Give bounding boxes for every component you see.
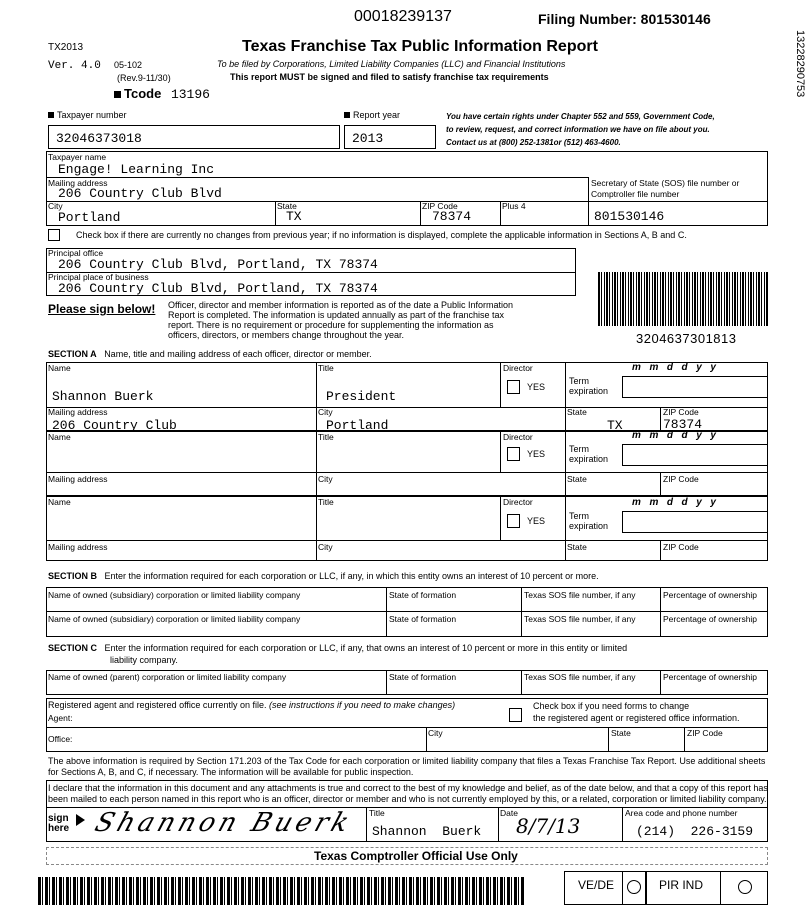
officer-city-label: City: [318, 407, 333, 417]
officer-state-label: State: [567, 474, 587, 484]
sos-label-2: Comptroller file number: [591, 189, 680, 199]
report-year: 2013: [352, 131, 384, 146]
section-c-text-2: liability company.: [110, 655, 178, 665]
officer-zip-label: ZIP Code: [663, 407, 699, 417]
vede-label: VE/DE: [578, 878, 615, 892]
officer-mailing-label: Mailing address: [48, 407, 108, 417]
section-b-col3: Texas SOS file number, if any: [524, 614, 636, 624]
sign-title: Shannon Buerk: [372, 824, 482, 839]
officer-name: Shannon Buerk: [52, 389, 154, 404]
officer-city-label: City: [318, 474, 333, 484]
section-b-col2: State of formation: [389, 614, 457, 624]
taxpayer-number-label: Taxpayer number: [48, 110, 127, 120]
term-date-format: m m d d y y: [632, 362, 717, 373]
change-agent-text-1: Check box if you need forms to change: [533, 701, 690, 711]
officer-name-label: Name: [48, 363, 71, 373]
section-b-col4: Percentage of ownership: [663, 590, 758, 600]
sos-label-1: Secretary of State (SOS) file number or: [591, 178, 740, 188]
taxpayer-number: 32046373018: [56, 131, 142, 146]
side-number: 13228290753: [794, 30, 806, 98]
officer-state-label: State: [567, 542, 587, 552]
principal-office: 206 Country Club Blvd, Portland, TX 78374: [58, 257, 378, 272]
zip: 78374: [432, 209, 472, 224]
tcode: Tcode 13196: [114, 86, 210, 101]
pir-ind-label: PIR IND: [659, 878, 704, 892]
form-subtitle: To be filed by Corporations, Limited Liability Companies (LLC) and Financial Institutions: [217, 59, 566, 69]
section-b-header: SECTION B Enter the information required for each corporation or LLC, if any, in which this entity owns an interest of 10 percent or more.: [48, 571, 599, 581]
city-label: City: [48, 201, 63, 211]
officer-director-label: Director: [503, 363, 533, 373]
form-rev: (Rev.9-11/30): [117, 73, 171, 83]
arrow-right-icon: [76, 814, 85, 826]
state-label: State: [277, 201, 297, 211]
form-title: Texas Franchise Tax Public Information Report: [242, 38, 598, 55]
sign-notice-1: Officer, director and member information is reported as of the date a Public Information: [168, 300, 514, 310]
required-text-1: The above information is required by Section 171.203 of the Tax Code for each corporation or limited liability company that files a Texas Franchise Tax Report. Use additional sheets: [48, 756, 766, 766]
document-number: 00018239137: [354, 8, 452, 25]
state: TX: [286, 209, 302, 224]
officer-state: TX: [607, 418, 623, 433]
term-expiration-field[interactable]: [622, 444, 768, 466]
term-label: Term expiration: [569, 376, 609, 396]
declaration-2: been mailed to each person named in this report who is an officer, director or member and who is not currently employed by this, or a related, corporation or limited liability company.: [48, 794, 767, 804]
section-b-col2: State of formation: [389, 590, 457, 600]
sign-notice-3: report. There is no requirement or procedure for supplementing the information as: [168, 320, 494, 330]
bottom-barcode: [38, 877, 524, 905]
no-change-text: Check box if there are currently no changes from previous year; if no information is displayed, complete the applicable information in Sections A, B and C.: [76, 230, 687, 240]
officer-city: Portland: [326, 418, 389, 433]
please-sign-label: Please sign below!: [48, 302, 156, 316]
officer-city-label: City: [318, 542, 333, 552]
required-text-2: for Sections A, B, and C, if necessary. The information will be available for public inspection.: [48, 767, 414, 777]
mailing-address: 206 Country Club Blvd: [58, 186, 222, 201]
director-yes-label: YES: [527, 516, 546, 526]
director-yes-label: YES: [527, 449, 546, 459]
change-agent-text-2: the registered agent or registered office information.: [533, 713, 740, 723]
no-change-checkbox[interactable]: [48, 229, 60, 241]
phone-number: (214) 226-3159: [636, 824, 754, 839]
filing-number-label: Filing Number: 801530146: [538, 11, 711, 27]
filing-number: 801530146: [640, 11, 711, 27]
officer-name-label: Name: [48, 497, 71, 507]
director-yes-checkbox[interactable]: [507, 380, 520, 394]
director-yes-checkbox[interactable]: [507, 514, 520, 528]
rights-notice-3: Contact us at (800) 252-1381or (512) 463-4600.: [446, 138, 621, 147]
section-b-col1: Name of owned (subsidiary) corporation or limited liability company: [48, 590, 301, 600]
officer-mailing: 206 Country Club: [52, 418, 177, 433]
term-label: Term expiration: [569, 511, 609, 531]
officer-title-label: Title: [318, 363, 334, 373]
form-version: Ver. 4.0: [48, 60, 101, 72]
mailing-address-label: Mailing address: [48, 178, 108, 188]
sign-date-label: Date: [500, 808, 518, 818]
zip-label: ZIP Code: [422, 201, 458, 211]
sign-notice-2: Report is completed. The information is updated annually as part of the franchise tax: [168, 310, 505, 320]
section-c-col2: State of formation: [389, 672, 457, 682]
agent-city-label: City: [428, 728, 443, 738]
officer-state-label: State: [567, 407, 587, 417]
section-b-col4: Percentage of ownership: [663, 614, 758, 624]
term-expiration-field[interactable]: [622, 376, 768, 398]
director-yes-label: YES: [527, 382, 546, 392]
taxpayer-name-label: Taxpayer name: [48, 152, 107, 162]
officer-title-label: Title: [318, 497, 334, 507]
section-c-header: SECTION C Enter the information required for each corporation or LLC, if any, that owns an interest of 10 percent or more in this entity or limited: [48, 643, 628, 653]
must-sign-notice: This report MUST be signed and filed to satisfy franchise tax requirements: [230, 72, 549, 82]
section-c-col1: Name of owned (parent) corporation or limited liability company: [48, 672, 287, 682]
agent-state-label: State: [611, 728, 631, 738]
sos-number: 801530146: [594, 209, 665, 224]
vede-circle-icon[interactable]: [627, 880, 641, 894]
sign-title-label: Title: [369, 808, 385, 818]
pir-circle-icon[interactable]: [738, 880, 752, 894]
section-c-col3: Texas SOS file number, if any: [524, 672, 636, 682]
official-use-label: Texas Comptroller Official Use Only: [314, 849, 518, 863]
principal-place-label: Principal place of business: [48, 272, 149, 282]
officer-zip: 78374: [663, 417, 703, 432]
officer-mailing-label: Mailing address: [48, 474, 108, 484]
agent-zip-label: ZIP Code: [687, 728, 723, 738]
director-yes-checkbox[interactable]: [507, 447, 520, 461]
office-label: Office:: [48, 734, 73, 744]
officer-zip-label: ZIP Code: [663, 474, 699, 484]
term-date-format: m m d d y y: [632, 430, 717, 441]
officer-zip-label: ZIP Code: [663, 542, 699, 552]
section-c-col4: Percentage of ownership: [663, 672, 758, 682]
officer-name-label: Name: [48, 432, 71, 442]
term-date-format: m m d d y y: [632, 497, 717, 508]
form-id: TX2013: [48, 42, 84, 53]
section-a-header: SECTION A Name, title and mailing address of each officer, director or member.: [48, 349, 372, 359]
change-agent-checkbox[interactable]: [509, 708, 522, 722]
officer-title: President: [326, 389, 397, 404]
city: Portland: [58, 210, 121, 225]
taxpayer-name: Engage! Learning Inc: [58, 162, 215, 177]
officer-director-label: Director: [503, 432, 533, 442]
officer-mailing-label: Mailing address: [48, 542, 108, 552]
officer-title-label: Title: [318, 432, 334, 442]
barcode-number: 3204637301813: [636, 331, 737, 346]
principal-place: 206 Country Club Blvd, Portland, TX 78374: [58, 281, 378, 296]
form-code: 05-102: [114, 60, 143, 70]
officer-director-label: Director: [503, 497, 533, 507]
registered-agent-label: Registered agent and registered office currently on file. (see instructions if you need to make changes): [48, 700, 456, 710]
phone-label: Area code and phone number: [625, 808, 738, 818]
sign-notice-4: officers, directors, or members change throughout the year.: [168, 330, 404, 340]
sign-here-label: sign here: [48, 813, 70, 834]
section-b-col3: Texas SOS file number, if any: [524, 590, 636, 600]
rights-notice-1: You have certain rights under Chapter 552 and 559, Government Code,: [446, 112, 715, 121]
plus4-label: Plus 4: [502, 201, 526, 211]
term-expiration-field[interactable]: [622, 511, 768, 533]
sign-date[interactable]: 8/7/13: [516, 814, 581, 838]
declaration-1: I declare that the information in this document and any attachments is true and correct to the best of my knowledge and belief, as of the date below, and that a copy of this report has: [48, 783, 768, 793]
agent-label: Agent:: [48, 713, 73, 723]
principal-office-label: Principal office: [48, 248, 104, 258]
section-b-col1: Name of owned (subsidiary) corporation or limited liability company: [48, 614, 301, 624]
signature[interactable]: Shannon Buerk: [91, 808, 357, 838]
taxpayer-barcode: [598, 272, 768, 326]
report-year-label: Report year: [344, 110, 400, 120]
rights-notice-2: to review, request, and correct information we have on file about you.: [446, 125, 710, 134]
term-label: Term expiration: [569, 444, 609, 464]
